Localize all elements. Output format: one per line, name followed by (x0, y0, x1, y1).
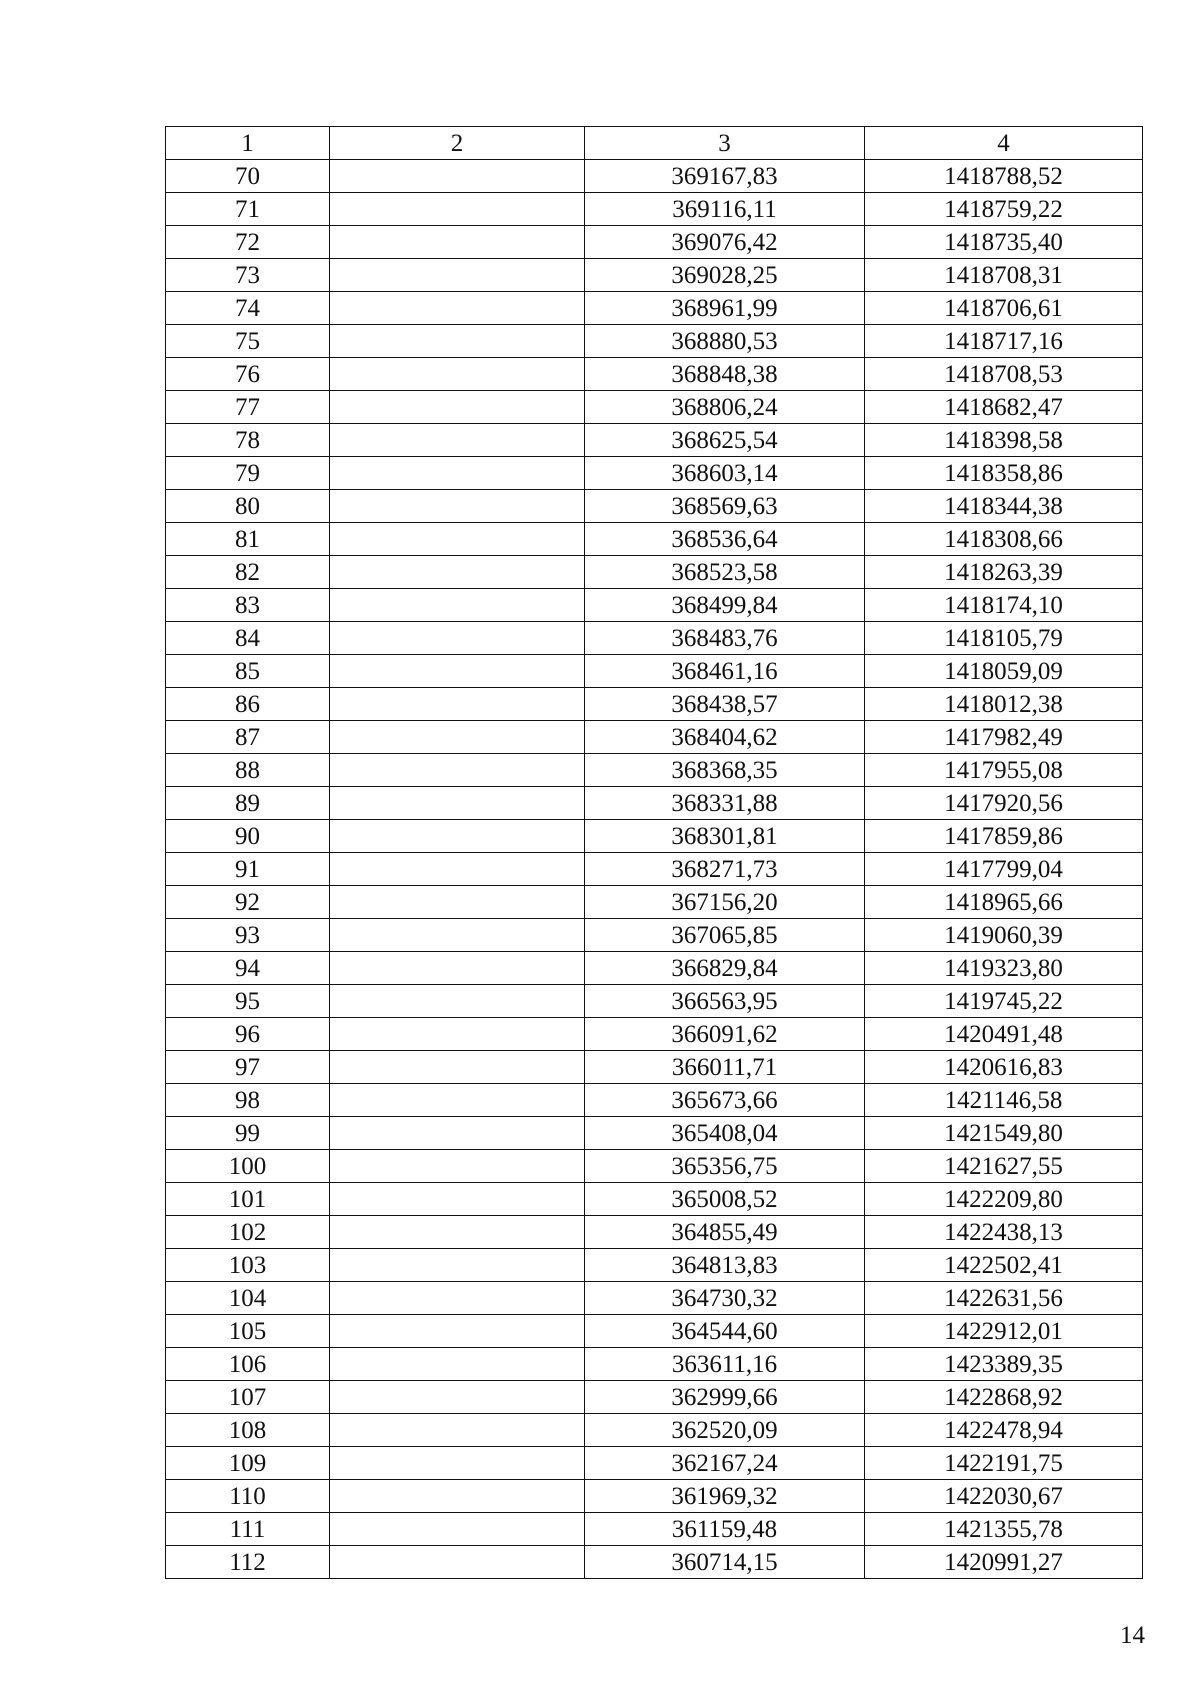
point-number-cell: 95 (166, 985, 330, 1018)
x-coordinate-cell: 363611,16 (585, 1348, 865, 1381)
x-coordinate-cell: 366563,95 (585, 985, 865, 1018)
page-number: 14 (1120, 1622, 1145, 1649)
point-number-cell: 81 (166, 523, 330, 556)
x-coordinate-cell: 366011,71 (585, 1051, 865, 1084)
table-row (166, 292, 1143, 325)
x-coordinate-cell: 360714,15 (585, 1546, 865, 1579)
empty-cell (330, 1183, 585, 1216)
y-coordinate-cell: 1419745,22 (865, 985, 1143, 1018)
y-coordinate-cell: 1422478,94 (865, 1414, 1143, 1447)
point-number-cell: 78 (166, 424, 330, 457)
table-row (166, 490, 1143, 523)
empty-cell (330, 358, 585, 391)
table-row (166, 1546, 1143, 1579)
x-coordinate-cell: 365356,75 (585, 1150, 865, 1183)
empty-cell (330, 589, 585, 622)
empty-cell (330, 1249, 585, 1282)
x-coordinate-cell: 367065,85 (585, 919, 865, 952)
y-coordinate-cell: 1418059,09 (865, 655, 1143, 688)
empty-cell (330, 1117, 585, 1150)
x-coordinate-cell: 365408,04 (585, 1117, 865, 1150)
x-coordinate-cell: 369076,42 (585, 226, 865, 259)
empty-cell (330, 754, 585, 787)
table-row (166, 358, 1143, 391)
x-coordinate-cell: 368301,81 (585, 820, 865, 853)
x-coordinate-cell: 366091,62 (585, 1018, 865, 1051)
x-coordinate-cell: 368461,16 (585, 655, 865, 688)
y-coordinate-cell: 1418735,40 (865, 226, 1143, 259)
y-coordinate-cell: 1418708,53 (865, 358, 1143, 391)
table-row (166, 1216, 1143, 1249)
point-number-cell: 97 (166, 1051, 330, 1084)
x-coordinate-cell: 369028,25 (585, 259, 865, 292)
table-row (166, 721, 1143, 754)
x-coordinate-cell: 368331,88 (585, 787, 865, 820)
empty-cell (330, 193, 585, 226)
empty-cell (330, 1546, 585, 1579)
point-number-cell: 76 (166, 358, 330, 391)
table-row (166, 1183, 1143, 1216)
table-body (166, 160, 1143, 1579)
y-coordinate-cell: 1418965,66 (865, 886, 1143, 919)
column-header-3: 3 (585, 127, 865, 160)
y-coordinate-cell: 1417982,49 (865, 721, 1143, 754)
point-number-cell: 84 (166, 622, 330, 655)
x-coordinate-cell: 368404,62 (585, 721, 865, 754)
table-row (166, 457, 1143, 490)
point-number-cell: 93 (166, 919, 330, 952)
table-row (166, 787, 1143, 820)
column-header-2: 2 (330, 127, 585, 160)
empty-cell (330, 853, 585, 886)
y-coordinate-cell: 1420491,48 (865, 1018, 1143, 1051)
point-number-cell: 98 (166, 1084, 330, 1117)
empty-cell (330, 1480, 585, 1513)
empty-cell (330, 490, 585, 523)
x-coordinate-cell: 369116,11 (585, 193, 865, 226)
point-number-cell: 104 (166, 1282, 330, 1315)
table-row (166, 886, 1143, 919)
empty-cell (330, 556, 585, 589)
y-coordinate-cell: 1420616,83 (865, 1051, 1143, 1084)
y-coordinate-cell: 1422209,80 (865, 1183, 1143, 1216)
point-number-cell: 83 (166, 589, 330, 622)
x-coordinate-cell: 361969,32 (585, 1480, 865, 1513)
point-number-cell: 105 (166, 1315, 330, 1348)
table-row (166, 655, 1143, 688)
x-coordinate-cell: 368499,84 (585, 589, 865, 622)
point-number-cell: 91 (166, 853, 330, 886)
empty-cell (330, 655, 585, 688)
y-coordinate-cell: 1418788,52 (865, 160, 1143, 193)
empty-cell (330, 457, 585, 490)
point-number-cell: 101 (166, 1183, 330, 1216)
x-coordinate-cell: 366829,84 (585, 952, 865, 985)
y-coordinate-cell: 1421355,78 (865, 1513, 1143, 1546)
empty-cell (330, 424, 585, 457)
x-coordinate-cell: 362167,24 (585, 1447, 865, 1480)
y-coordinate-cell: 1422631,56 (865, 1282, 1143, 1315)
table-row (166, 1315, 1143, 1348)
y-coordinate-cell: 1418759,22 (865, 193, 1143, 226)
x-coordinate-cell: 362999,66 (585, 1381, 865, 1414)
empty-cell (330, 1216, 585, 1249)
empty-cell (330, 622, 585, 655)
point-number-cell: 108 (166, 1414, 330, 1447)
y-coordinate-cell: 1422030,67 (865, 1480, 1143, 1513)
x-coordinate-cell: 368271,73 (585, 853, 865, 886)
table-row (166, 160, 1143, 193)
empty-cell (330, 226, 585, 259)
table-row (166, 1480, 1143, 1513)
point-number-cell: 77 (166, 391, 330, 424)
empty-cell (330, 820, 585, 853)
y-coordinate-cell: 1421146,58 (865, 1084, 1143, 1117)
empty-cell (330, 886, 585, 919)
point-number-cell: 89 (166, 787, 330, 820)
y-coordinate-cell: 1421627,55 (865, 1150, 1143, 1183)
y-coordinate-cell: 1417859,86 (865, 820, 1143, 853)
table-row (166, 193, 1143, 226)
empty-cell (330, 1513, 585, 1546)
x-coordinate-cell: 365673,66 (585, 1084, 865, 1117)
empty-cell (330, 1315, 585, 1348)
y-coordinate-cell: 1418358,86 (865, 457, 1143, 490)
x-coordinate-cell: 368848,38 (585, 358, 865, 391)
table-row (166, 1513, 1143, 1546)
x-coordinate-cell: 368483,76 (585, 622, 865, 655)
point-number-cell: 71 (166, 193, 330, 226)
table-row (166, 820, 1143, 853)
y-coordinate-cell: 1422438,13 (865, 1216, 1143, 1249)
empty-cell (330, 1150, 585, 1183)
point-number-cell: 107 (166, 1381, 330, 1414)
table-row (166, 1348, 1143, 1381)
point-number-cell: 111 (166, 1513, 330, 1546)
x-coordinate-cell: 368569,63 (585, 490, 865, 523)
x-coordinate-cell: 364813,83 (585, 1249, 865, 1282)
table-row (166, 1117, 1143, 1150)
table-row (166, 1381, 1143, 1414)
table-row (166, 391, 1143, 424)
table-row (166, 589, 1143, 622)
table-row (166, 919, 1143, 952)
x-coordinate-cell: 368603,14 (585, 457, 865, 490)
point-number-cell: 74 (166, 292, 330, 325)
y-coordinate-cell: 1422502,41 (865, 1249, 1143, 1282)
y-coordinate-cell: 1417799,04 (865, 853, 1143, 886)
empty-cell (330, 985, 585, 1018)
table-row (166, 622, 1143, 655)
point-number-cell: 72 (166, 226, 330, 259)
table-row (166, 1051, 1143, 1084)
empty-cell (330, 523, 585, 556)
table-row (166, 1018, 1143, 1051)
empty-cell (330, 259, 585, 292)
point-number-cell: 103 (166, 1249, 330, 1282)
table-row (166, 523, 1143, 556)
y-coordinate-cell: 1418263,39 (865, 556, 1143, 589)
table-row (166, 754, 1143, 787)
point-number-cell: 94 (166, 952, 330, 985)
x-coordinate-cell: 364855,49 (585, 1216, 865, 1249)
point-number-cell: 109 (166, 1447, 330, 1480)
y-coordinate-cell: 1417920,56 (865, 787, 1143, 820)
empty-cell (330, 1381, 585, 1414)
empty-cell (330, 160, 585, 193)
x-coordinate-cell: 368625,54 (585, 424, 865, 457)
x-coordinate-cell: 368806,24 (585, 391, 865, 424)
table-row (166, 325, 1143, 358)
x-coordinate-cell: 367156,20 (585, 886, 865, 919)
table-row (166, 1084, 1143, 1117)
y-coordinate-cell: 1417955,08 (865, 754, 1143, 787)
empty-cell (330, 787, 585, 820)
y-coordinate-cell: 1418717,16 (865, 325, 1143, 358)
table-row (166, 1447, 1143, 1480)
y-coordinate-cell: 1418344,38 (865, 490, 1143, 523)
x-coordinate-cell: 364730,32 (585, 1282, 865, 1315)
y-coordinate-cell: 1422191,75 (865, 1447, 1143, 1480)
x-coordinate-cell: 365008,52 (585, 1183, 865, 1216)
table-row (166, 1249, 1143, 1282)
empty-cell (330, 391, 585, 424)
y-coordinate-cell: 1423389,35 (865, 1348, 1143, 1381)
table-row (166, 952, 1143, 985)
empty-cell (330, 292, 585, 325)
point-number-cell: 70 (166, 160, 330, 193)
x-coordinate-cell: 361159,48 (585, 1513, 865, 1546)
x-coordinate-cell: 362520,09 (585, 1414, 865, 1447)
point-number-cell: 75 (166, 325, 330, 358)
point-number-cell: 80 (166, 490, 330, 523)
x-coordinate-cell: 368880,53 (585, 325, 865, 358)
x-coordinate-cell: 368961,99 (585, 292, 865, 325)
y-coordinate-cell: 1418398,58 (865, 424, 1143, 457)
empty-cell (330, 721, 585, 754)
point-number-cell: 73 (166, 259, 330, 292)
x-coordinate-cell: 368368,35 (585, 754, 865, 787)
point-number-cell: 85 (166, 655, 330, 688)
header-row (166, 127, 1143, 160)
y-coordinate-cell: 1419060,39 (865, 919, 1143, 952)
point-number-cell: 79 (166, 457, 330, 490)
point-number-cell: 96 (166, 1018, 330, 1051)
table-row (166, 688, 1143, 721)
point-number-cell: 86 (166, 688, 330, 721)
point-number-cell: 110 (166, 1480, 330, 1513)
empty-cell (330, 1051, 585, 1084)
y-coordinate-cell: 1418308,66 (865, 523, 1143, 556)
table-row (166, 226, 1143, 259)
point-number-cell: 112 (166, 1546, 330, 1579)
point-number-cell: 106 (166, 1348, 330, 1381)
y-coordinate-cell: 1422868,92 (865, 1381, 1143, 1414)
x-coordinate-cell: 364544,60 (585, 1315, 865, 1348)
table-row (166, 1282, 1143, 1315)
table-row (166, 259, 1143, 292)
empty-cell (330, 1414, 585, 1447)
y-coordinate-cell: 1419323,80 (865, 952, 1143, 985)
empty-cell (330, 1084, 585, 1117)
point-number-cell: 102 (166, 1216, 330, 1249)
coordinates-table (165, 126, 1143, 1579)
empty-cell (330, 1282, 585, 1315)
point-number-cell: 82 (166, 556, 330, 589)
point-number-cell: 87 (166, 721, 330, 754)
y-coordinate-cell: 1422912,01 (865, 1315, 1143, 1348)
point-number-cell: 99 (166, 1117, 330, 1150)
y-coordinate-cell: 1418708,31 (865, 259, 1143, 292)
y-coordinate-cell: 1418105,79 (865, 622, 1143, 655)
empty-cell (330, 1348, 585, 1381)
y-coordinate-cell: 1418682,47 (865, 391, 1143, 424)
empty-cell (330, 919, 585, 952)
table-row (166, 853, 1143, 886)
table-row (166, 1150, 1143, 1183)
table-row (166, 424, 1143, 457)
table-row (166, 1414, 1143, 1447)
point-number-cell: 90 (166, 820, 330, 853)
empty-cell (330, 952, 585, 985)
column-header-1: 1 (166, 127, 330, 160)
column-header-4: 4 (865, 127, 1143, 160)
y-coordinate-cell: 1418012,38 (865, 688, 1143, 721)
x-coordinate-cell: 368438,57 (585, 688, 865, 721)
x-coordinate-cell: 368523,58 (585, 556, 865, 589)
empty-cell (330, 325, 585, 358)
x-coordinate-cell: 368536,64 (585, 523, 865, 556)
point-number-cell: 100 (166, 1150, 330, 1183)
y-coordinate-cell: 1420991,27 (865, 1546, 1143, 1579)
point-number-cell: 92 (166, 886, 330, 919)
x-coordinate-cell: 369167,83 (585, 160, 865, 193)
empty-cell (330, 1018, 585, 1051)
point-number-cell: 88 (166, 754, 330, 787)
table-header (166, 127, 1143, 160)
empty-cell (330, 688, 585, 721)
empty-cell (330, 1447, 585, 1480)
y-coordinate-cell: 1418706,61 (865, 292, 1143, 325)
table-row (166, 985, 1143, 1018)
y-coordinate-cell: 1418174,10 (865, 589, 1143, 622)
y-coordinate-cell: 1421549,80 (865, 1117, 1143, 1150)
table-row (166, 556, 1143, 589)
